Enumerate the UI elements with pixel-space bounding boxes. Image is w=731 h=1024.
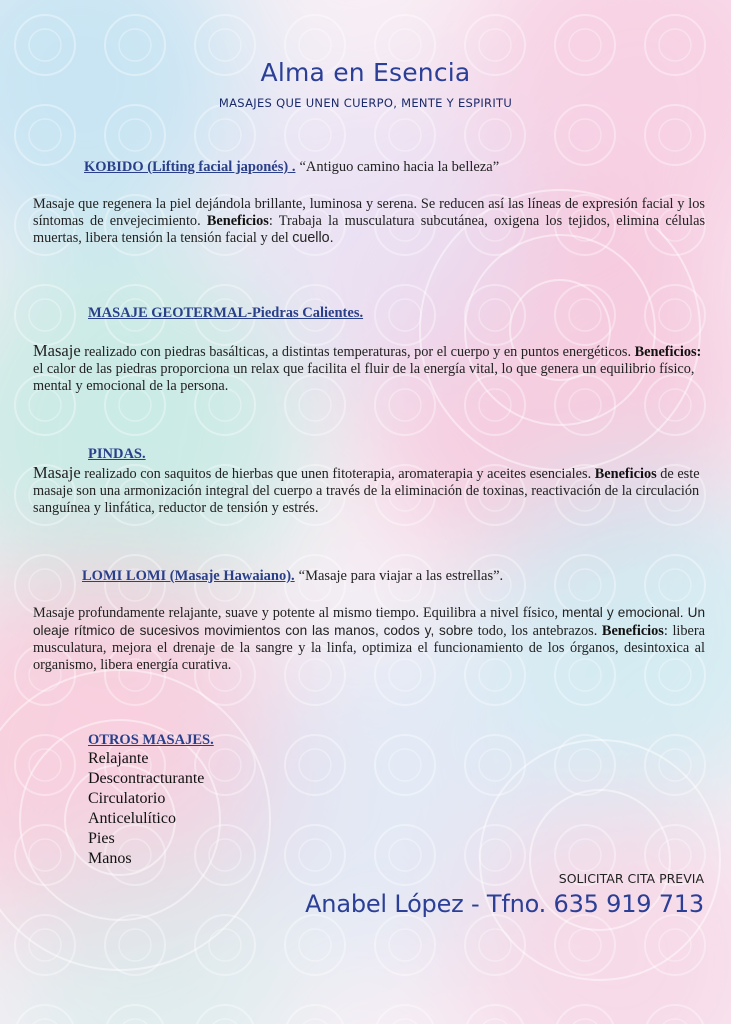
lomi-body-1: Masaje profundamente relajante, suave y potente al mismo tiempo. Equilibra a nivel físico, (33, 605, 559, 621)
lomi-body-4: : libera musculatura, mejora el drenaje de la sangre y la linfa, optimiza el funcionamiento de los órganos, desintoxica al organismo, libera energía curativa. (33, 623, 706, 673)
pindas-description (33, 464, 705, 517)
kobido-body-3: cuello. (292, 230, 334, 246)
geotermal-heading-line (88, 304, 363, 322)
appointment-cta: SOLICITAR CITA PREVIA (558, 871, 704, 886)
kobido-body-2: : Trabaja la musculatura subcutánea, oxigena los tejidos, elimina células muertas, libera tensión la tensión facial y del (33, 213, 706, 246)
lomi-body-2: mental y emocional. Un oleaje rítmico de sucesivos movimientos con las manos, codos y, sobre (33, 605, 706, 638)
geotermal-body-1: realizado con piedras basálticas, a distintas temperaturas, por el cuerpo y en puntos energéticos. (80, 344, 632, 360)
geotermal-description (33, 342, 705, 395)
kobido-body-1: Masaje que regenera la piel dejándola brillante, luminosa y serena. Se reducen así las líneas de expresión facial y los síntomas de envejecimiento. (33, 196, 705, 229)
geotermal-lead: Masaje (33, 341, 81, 360)
list-item: Manos (88, 850, 132, 867)
list-item: Anticelulítico (88, 810, 176, 827)
kobido-heading-line (84, 158, 499, 176)
list-item: Pies (88, 830, 115, 847)
pindas-body-2: de este masaje son una armonización integral del cuerpo a través de la eliminación de toxinas, reactivación de la circulación sanguínea y linfática, reductor de tensión y estrés. (33, 466, 700, 516)
lomi-heading-line (82, 567, 503, 585)
contact-signature: Anabel López - Tfno. 635 919 713 (305, 890, 704, 918)
pindas-body-1: realizado con saquitos de hierbas que unen fitoterapia, aromaterapia y aceites esenciales. (80, 466, 592, 482)
geotermal-heading: MASAJE GEOTERMAL-Piedras Calientes. (88, 305, 364, 321)
pindas-benefits-label: Beneficios (594, 466, 657, 482)
list-item: Circulatorio (88, 790, 166, 807)
lomi-body-3: todo, los antebrazos. (477, 623, 598, 639)
kobido-benefits-label: Beneficios (206, 213, 269, 229)
pindas-heading-line (88, 445, 146, 463)
list-item: Descontracturante (88, 770, 205, 787)
kobido-quote: “Antiguo camino hacia la belleza” (299, 159, 500, 175)
geotermal-benefits-label: Beneficios: (634, 344, 702, 360)
kobido-description (33, 196, 705, 247)
page-subtitle: MASAJES QUE UNEN CUERPO, MENTE Y ESPIRITU (218, 96, 513, 110)
pindas-heading: PINDAS. (88, 446, 146, 462)
geotermal-body-2: el calor de las piedras proporciona un relax que facilita el fluir de la energía vital, lo que genera un equilibrio físico, mental y emocional de la persona. (33, 361, 695, 394)
page-title: Alma en Esencia (260, 58, 471, 87)
pindas-lead: Masaje (33, 463, 81, 482)
otros-masajes-list (88, 731, 214, 869)
lomi-quote: “Masaje para viajar a las estrellas”. (298, 568, 504, 584)
otros-heading: OTROS MASAJES. (88, 732, 214, 748)
list-item: Relajante (88, 750, 149, 767)
lomi-description (33, 604, 705, 674)
kobido-heading: KOBIDO (Lifting facial japonés) . (84, 159, 296, 175)
lomi-benefits-label: Beneficios (601, 623, 664, 639)
lomi-heading: LOMI LOMI (Masaje Hawaiano). (82, 568, 295, 584)
